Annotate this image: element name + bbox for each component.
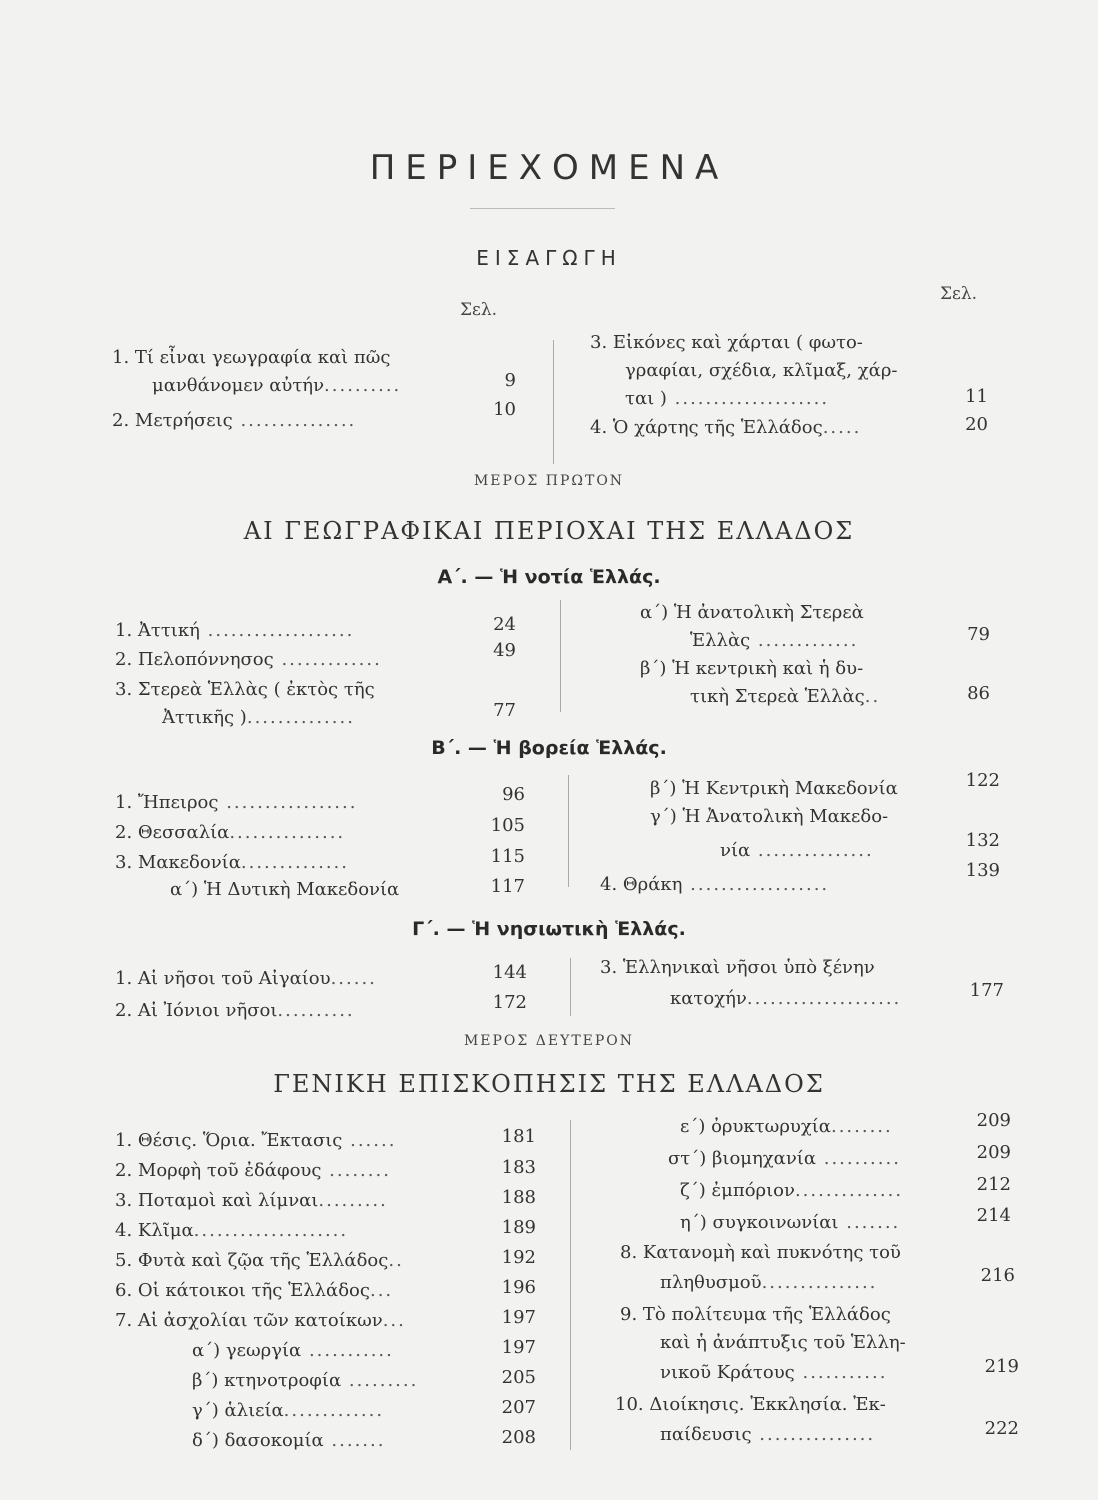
toc-entry: 1. Ἀττική ................... — [115, 620, 355, 641]
page-number: 209 — [976, 1142, 1011, 1163]
part-two-title: ΓΕΝΙΚΗ ΕΠΙΣΚΟΠΗΣΙΣ ΤΗΣ ΕΛΛΑΔΟΣ — [273, 1070, 825, 1098]
toc-entry: νία ............... — [720, 840, 874, 861]
toc-entry: 5. Φυτὰ καὶ ζῷα τῆς Ἑλλάδος.. — [115, 1250, 404, 1271]
page-number: 205 — [501, 1367, 536, 1388]
page-number: 189 — [501, 1217, 536, 1238]
page-number: 222 — [984, 1418, 1019, 1439]
page-number: 192 — [501, 1247, 536, 1268]
toc-entry: 6. Οἱ κάτοικοι τῆς Ἑλλάδος... — [115, 1280, 394, 1301]
page-number: 10 — [493, 399, 516, 420]
toc-entry: κατοχήν.................... — [670, 988, 902, 1009]
column-divider — [553, 340, 554, 464]
toc-entry: Ἀττικῆς ).............. — [162, 707, 355, 728]
page-number: 177 — [969, 980, 1004, 1001]
toc-entry: ε΄) ὀρυκτωρυχία........ — [680, 1116, 893, 1137]
toc-entry: 2. Θεσσαλία............... — [115, 822, 346, 843]
toc-entry: 3. Στερεὰ Ἑλλὰς ( ἐκτὸς τῆς — [115, 679, 375, 700]
page-number: 86 — [967, 683, 990, 704]
column-divider — [570, 958, 571, 1016]
part-two-label: ΜΕΡΟΣ ΔΕΥΤΕΡΟΝ — [463, 1033, 635, 1049]
page-number: 197 — [501, 1307, 536, 1328]
toc-entry: 4. Ὁ χάρτης τῆς Ἑλλάδος..... — [590, 417, 862, 438]
section-c-heading: Γ΄. — Ἡ νησιωτικὴ Ἑλλάς. — [412, 918, 686, 940]
page-number: 183 — [501, 1157, 536, 1178]
page-number: 96 — [502, 784, 525, 805]
column-divider — [570, 1120, 571, 1450]
toc-entry: γ΄) Ἡ Ἀνατολικὴ Μακεδο- — [650, 806, 889, 827]
page-number: 105 — [490, 815, 525, 836]
toc-entry: 1. Τί εἶναι γεωγραφία καὶ πῶς — [112, 347, 391, 368]
page-number: 20 — [965, 414, 988, 435]
toc-entry: β΄) Ἡ Κεντρικὴ Μακεδονία — [650, 778, 898, 799]
toc-entry: β΄) κτηνοτροφία ......... — [192, 1370, 419, 1391]
toc-entry: ζ΄) ἐμπόριον.............. — [680, 1180, 904, 1201]
page-number: 208 — [501, 1427, 536, 1448]
page-number: 115 — [490, 846, 525, 867]
toc-entry: δ΄) δασοκομία ....... — [192, 1430, 386, 1451]
page-number: 181 — [501, 1126, 536, 1147]
toc-entry: μανθάνομεν αὐτήν.......... — [152, 375, 402, 396]
page-number: 197 — [501, 1337, 536, 1358]
toc-entry: α΄) γεωργία ........... — [192, 1340, 394, 1361]
page-number: 219 — [984, 1356, 1019, 1377]
toc-entry: καὶ ἡ ἀνάπτυξις τοῦ Ἑλλη- — [660, 1332, 906, 1353]
toc-entry: 2. Μετρήσεις ............... — [112, 410, 357, 431]
toc-entry: 1. Αἱ νῆσοι τοῦ Αἰγαίου...... — [115, 968, 377, 989]
toc-entry: 4. Θράκη .................. — [600, 874, 830, 895]
page-number: 214 — [976, 1205, 1011, 1226]
toc-entry: 2. Μορφὴ τοῦ ἐδάφους ........ — [115, 1160, 391, 1181]
column-divider — [560, 600, 561, 712]
page-title: ΠΕΡΙΕΧΟΜΕΝΑ — [369, 148, 729, 188]
toc-entry: α΄) Ἡ ἀνατολικὴ Στερεὰ — [640, 602, 864, 623]
sel-label-left: Σελ. — [460, 300, 498, 320]
toc-entry: πληθυσμοῦ............... — [660, 1272, 878, 1293]
toc-entry: 9. Τὸ πολίτευμα τῆς Ἑλλάδος — [620, 1304, 891, 1325]
part-one-title: ΑΙ ΓΕΩΓΡΑΦΙΚΑΙ ΠΕΡΙΟΧΑΙ ΤΗΣ ΕΛΛΑΔΟΣ — [243, 517, 855, 545]
page-number: 212 — [976, 1174, 1011, 1195]
part-one-label: ΜΕΡΟΣ ΠΡΩΤΟΝ — [473, 473, 625, 489]
toc-entry: 10. Διοίκησις. Ἐκκλησία. Ἐκ- — [615, 1394, 886, 1415]
toc-entry: παίδευσις ............... — [660, 1424, 876, 1445]
toc-entry: 3. Εἰκόνες καὶ χάρται ( φωτο- — [590, 332, 863, 353]
section-a-heading: Α΄. — Ἡ νοτία Ἑλλάς. — [437, 566, 661, 588]
page-number: 132 — [965, 830, 1000, 851]
page-number: 9 — [504, 370, 516, 391]
toc-entry: 8. Κατανομὴ καὶ πυκνότης τοῦ — [620, 1242, 901, 1263]
toc-entry: νικοῦ Κράτους ........... — [660, 1362, 888, 1383]
page-number: 172 — [492, 992, 527, 1013]
sel-label-right: Σελ. — [940, 284, 978, 304]
toc-entry: η΄) συγκοινωνίαι ....... — [680, 1212, 901, 1233]
toc-entry: γραφίαι, σχέδια, κλῖμαξ, χάρ- — [625, 360, 898, 381]
toc-entry: 3. Μακεδονία.............. — [115, 852, 349, 873]
page-number: 196 — [501, 1277, 536, 1298]
page-number: 144 — [492, 962, 527, 983]
toc-entry: στ΄) βιομηχανία .......... — [668, 1148, 901, 1169]
page-number: 209 — [976, 1110, 1011, 1131]
toc-entry: 7. Αἱ ἀσχολίαι τῶν κατοίκων... — [115, 1310, 406, 1331]
page-number: 77 — [493, 700, 516, 721]
toc-entry: α΄) Ἡ Δυτικὴ Μακεδονία — [170, 879, 400, 900]
toc-entry: 1. Ἤπειρος ................. — [115, 792, 358, 813]
page-number: 79 — [967, 624, 990, 645]
page-number: 216 — [980, 1265, 1015, 1286]
toc-entry: 2. Αἱ Ἰόνιοι νῆσοι.......... — [115, 1000, 355, 1021]
page-number: 139 — [965, 860, 1000, 881]
column-divider — [568, 775, 569, 887]
page-number: 117 — [490, 876, 525, 897]
toc-entry: 3. Ποταμοὶ καὶ λίμναι......... — [115, 1190, 388, 1211]
page-number: 49 — [493, 640, 516, 661]
toc-entry: 4. Κλῖμα.................... — [115, 1220, 349, 1241]
toc-entry: 3. Ἑλληνικαὶ νῆσοι ὑπὸ ξένην — [600, 957, 875, 978]
section-b-heading: Β΄. — Ἡ βορεία Ἑλλάς. — [431, 737, 667, 759]
toc-entry: β΄) Ἡ κεντρικὴ καὶ ἡ δυ- — [640, 658, 864, 679]
page-number: 11 — [965, 386, 988, 407]
toc-entry: 1. Θέσις. Ὅρια. Ἔκτασις ...... — [115, 1130, 397, 1151]
toc-entry: 2. Πελοπόννησος ............. — [115, 649, 382, 670]
page-number: 122 — [965, 770, 1000, 791]
intro-heading: ΕΙΣΑΓΩΓΗ — [476, 246, 622, 270]
page-number: 24 — [493, 614, 516, 635]
page-number: 207 — [501, 1397, 536, 1418]
page-number: 188 — [501, 1187, 536, 1208]
toc-entry: γ΄) ἁλιεία............. — [192, 1400, 385, 1421]
toc-entry: τικὴ Στερεὰ Ἑλλὰς.. — [690, 686, 881, 707]
title-rule — [470, 208, 615, 209]
toc-entry: Ἑλλὰς ............. — [690, 630, 859, 651]
toc-entry: ται ) .................... — [625, 388, 830, 409]
